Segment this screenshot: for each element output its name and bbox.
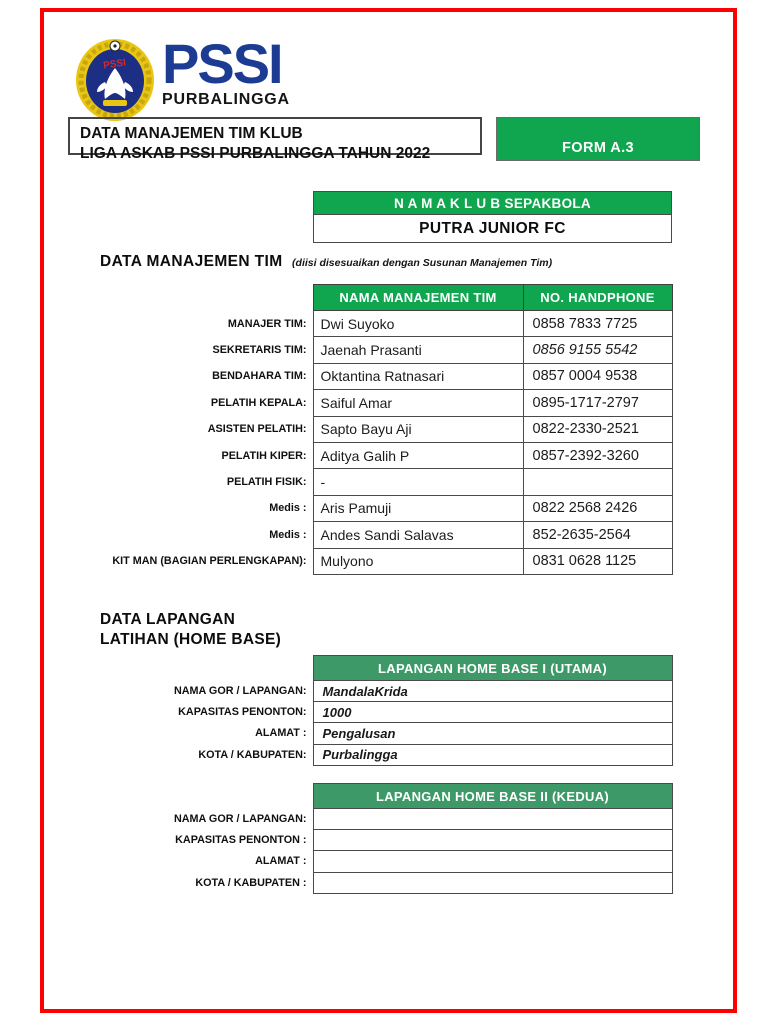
field-value: 1000 [313,702,672,723]
phone-number: 0857-2392-3260 [523,442,672,468]
home-base-row [95,681,672,702]
phone-number [523,469,672,495]
phone-number: 852-2635-2564 [523,522,672,548]
home-base-1-header: LAPANGAN HOME BASE I (UTAMA) [313,656,672,681]
person-name: - [313,469,523,495]
role-label: SEKRETARIS TIM: [212,344,307,357]
phone-number: 0858 7833 7725 [523,311,672,337]
management-row [95,548,672,574]
phone-number: 0822-2330-2521 [523,416,672,442]
role-label: PELATIH FISIK: [226,476,307,489]
home-base-row [95,851,672,872]
field-label: NAMA GOR / LAPANGAN: [173,685,307,698]
phone-number: 0856 9155 5542 [523,337,672,363]
role-label: Medis : [269,502,307,515]
management-section-heading [100,253,552,271]
column-header-name: NAMA MANAJEMEN TIM [313,285,523,311]
home-base-2-header-row [95,784,672,809]
club-name-header [313,191,672,215]
phone-number: 0822 2568 2426 [523,495,672,521]
logo-text [162,32,290,109]
field-value: MandalaKrida [313,681,672,702]
field-label: KOTA / KABUPATEN: [198,748,307,761]
title-line-1: DATA MANAJEMEN TIM KLUB [80,125,303,142]
field-label: ALAMAT : [255,855,307,868]
pssi-crest-icon [74,36,156,122]
field-label: ALAMAT : [255,727,307,740]
management-heading-text: DATA MANAJEMEN TIM [100,253,283,270]
management-heading-note: (diisi disesuaikan dengan Susunan Manajemen Tim) [292,257,553,269]
field-heading-line-1: DATA LAPANGAN [100,611,236,628]
phone-number: 0831 0628 1125 [523,548,672,574]
management-row [95,416,672,442]
person-name: Andes Sandi Salavas [313,522,523,548]
role-label: ASISTEN PELATIH: [207,423,307,436]
home-base-row [95,809,672,830]
field-label: KAPASITAS PENONTON : [175,834,307,847]
management-row [95,495,672,521]
role-label: Medis : [269,528,307,541]
role-label: PELATIH KIPER: [221,449,307,462]
form-number-badge [496,117,700,161]
pssi-logo [74,32,290,122]
person-name: Mulyono [313,548,523,574]
document-title-box [68,117,482,162]
field-section-heading [100,610,281,650]
management-row [95,390,672,416]
management-row [95,363,672,389]
home-base-2-header: LAPANGAN HOME BASE II (KEDUA) [313,784,672,809]
management-row [95,522,672,548]
management-header-row [95,285,672,311]
field-value: Pengalusan [313,723,672,744]
home-base-row [95,872,672,893]
role-label: MANAJER TIM: [227,317,307,330]
home-base-row [95,723,672,744]
home-base-1-header-row [95,656,672,681]
field-value: Purbalingga [313,744,672,765]
phone-number: 0857 0004 9538 [523,363,672,389]
management-row [95,311,672,337]
field-value [313,872,672,893]
field-label: NAMA GOR / LAPANGAN: [173,813,307,826]
column-header-phone: NO. HANDPHONE [523,285,672,311]
home-base-row [95,830,672,851]
role-label: BENDAHARA TIM: [212,370,307,383]
person-name: Sapto Bayu Aji [313,416,523,442]
role-label: PELATIH KEPALA: [210,396,307,409]
svg-text:PSSI: PSSI [102,57,127,72]
home-base-1-table [95,655,673,766]
field-label: KAPASITAS PENONTON: [178,706,307,719]
form-number-label: FORM A.3 [562,140,634,156]
home-base-row [95,702,672,723]
logo-region-text: PURBALINGGA [162,91,290,108]
club-name-value: PUTRA JUNIOR FC [419,219,566,237]
person-name: Saiful Amar [313,390,523,416]
field-value [313,851,672,872]
management-table [95,284,673,575]
person-name: Jaenah Prasanti [313,337,523,363]
person-name: Aditya Galih P [313,442,523,468]
person-name: Oktantina Ratnasari [313,363,523,389]
management-row [95,469,672,495]
logo-brand-text: PSSI [162,32,282,95]
club-name-box [313,214,672,243]
field-value [313,830,672,851]
person-name: Dwi Suyoko [313,311,523,337]
club-header-label: N A M A K L U B SEPAKBOLA [393,195,591,211]
home-base-2-table [95,783,673,894]
management-row [95,337,672,363]
phone-number: 0895-1717-2797 [523,390,672,416]
home-base-row [95,744,672,765]
title-line-2: LIGA ASKAB PSSI PURBALINGGA TAHUN 2022 [80,145,431,162]
field-heading-line-2: LATIHAN (HOME BASE) [100,631,282,648]
person-name: Aris Pamuji [313,495,523,521]
role-label: KIT MAN (BAGIAN PERLENGKAPAN): [112,555,307,568]
field-label: KOTA / KABUPATEN : [195,876,307,889]
field-value [313,809,672,830]
management-row [95,442,672,468]
